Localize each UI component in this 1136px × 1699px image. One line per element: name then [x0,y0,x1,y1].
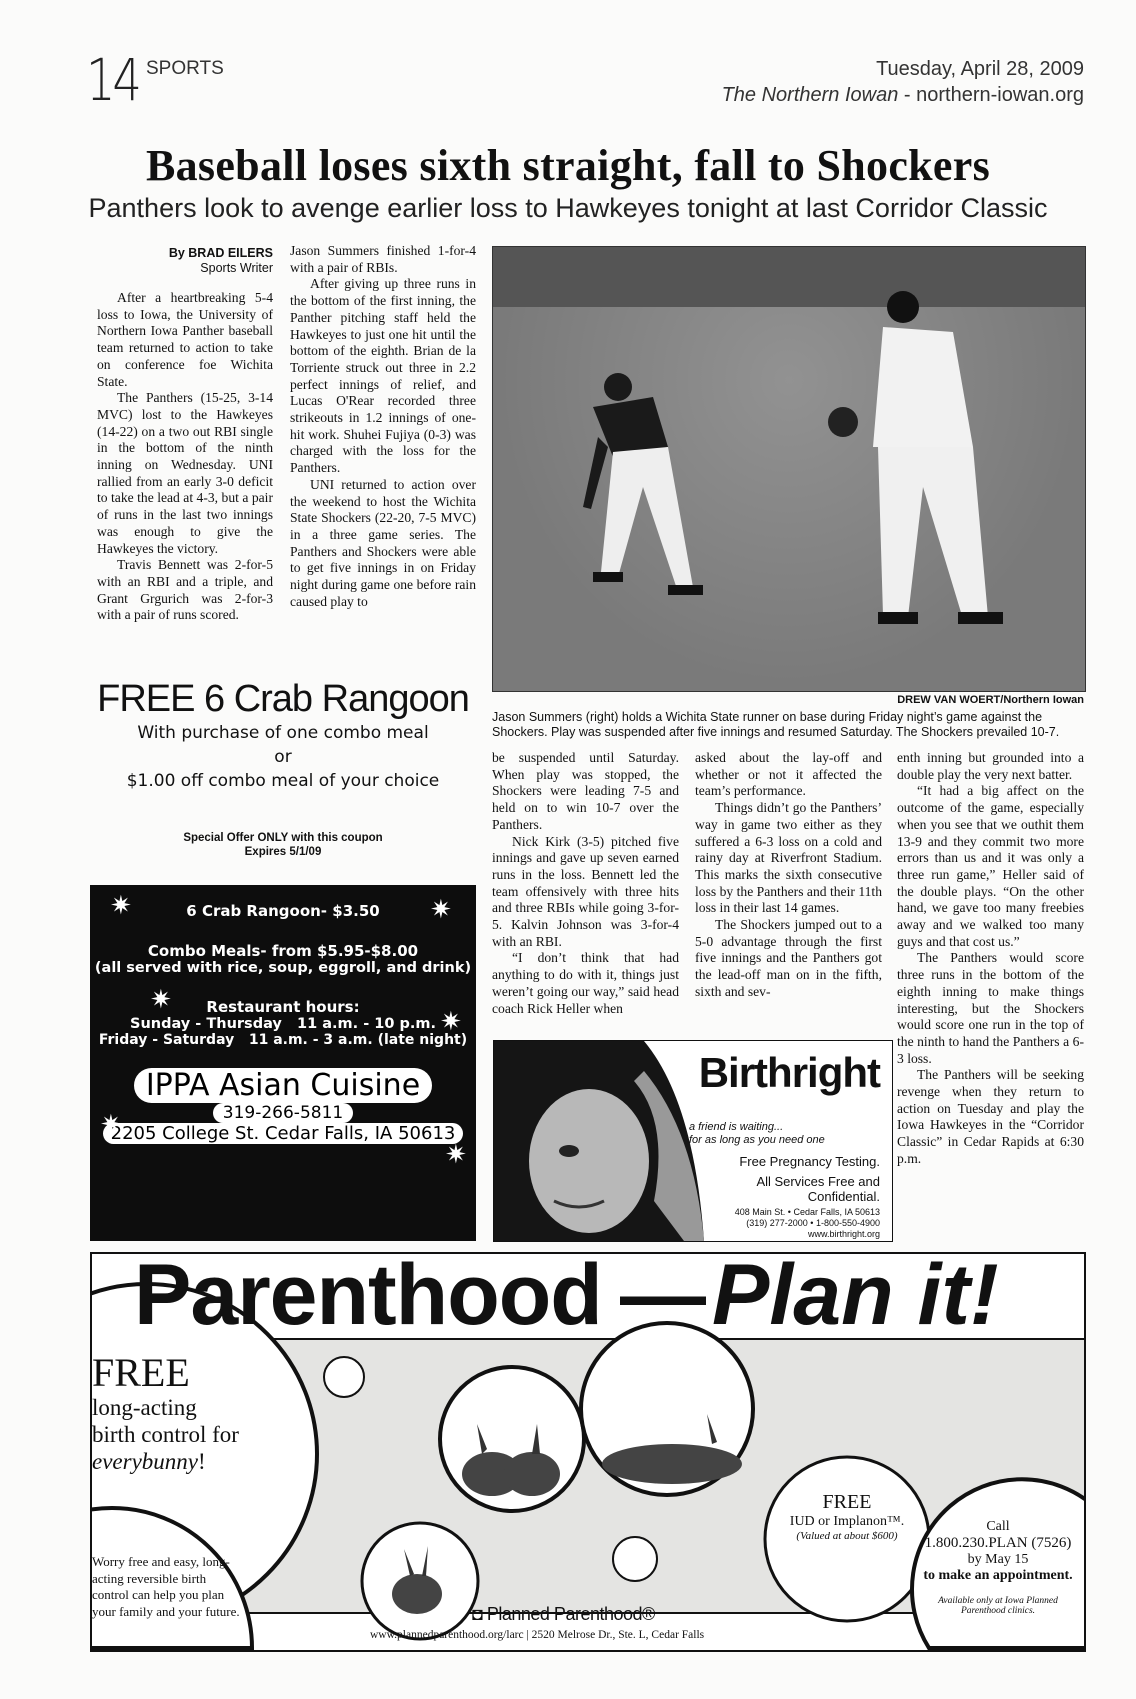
sparkle-icon: ✷ [100,1110,122,1140]
coupon-special: Special Offer ONLY with this coupon [183,832,383,844]
coupon-headline: FREE 6 Crab Rangoon [97,678,469,720]
price-combo-note: (all served with rice, soup, eggroll, and drink) [94,960,472,976]
paragraph: The Shockers jumped out to a 5-0 advantage through the first five innings and the Panthers got the lead-off man on in the fifth, sixth and sev- [695,917,882,999]
free-text-line2: birth control for [92,1422,239,1447]
hours-weekday: Sunday - Thursday 11 a.m. - 10 p.m. [130,1016,436,1032]
section-label: SPORTS [146,58,224,79]
iud-offer [767,1491,927,1542]
sparkle-icon: ✷ [440,1007,462,1037]
headline: Baseball loses sixth straight, fall to Shockers [145,141,991,190]
pp-footer: www.plannedparenthood.org/larc | 2520 Melrose Dr., Ste. L, Cedar Falls [370,1629,705,1641]
coupon-expires: Expires 5/1/09 [244,846,322,858]
photo-caption: Jason Summers (right) holds a Wichita State runner on base during Friday night’s game against the Shockers. Play was suspended after five innings and resumed Saturday. The Shockers prevailed 10-7. [492,710,1060,739]
paragraph: The Panthers will be seeking revenge when they return to action on Tuesday and play the Iowa Hawkeyes in the “Corridor Classic” in Cedar Rapids at 6:30 p.m. [897,1067,1084,1166]
paragraph: Jason Summers finished 1-for-4 with a pair of RBIs. [290,243,476,275]
restaurant-name: IPPA Asian Cuisine [134,1068,432,1103]
birthright-contact [735,1207,880,1240]
call-block [910,1519,1086,1616]
baseball-photo [492,246,1086,692]
coupon-line1: With purchase of one combo meal [137,723,429,743]
free-text-exclamation: ! [198,1449,206,1474]
ad-title-dash: — [620,1252,706,1343]
restaurant-address: 2205 College St. Cedar Falls, IA 50613 [103,1123,464,1144]
birthright-testing: Free Pregnancy Testing. [739,1154,880,1169]
paragraph: After giving up three runs in the bottom of the first inning, the Panther pitching staff held the Hawkeyes to just one hit until the bottom of the eighth. Brian de la Torriente struck out three in 2.2 perfect innings of relief, and Lucas O'Rear recorded three strikeouts in 1.2 innings of one-hit work. Shuhei Fujiya (0-3) was charged with the loss for the Panthers. [290,276,476,476]
birthright-services: All Services Free and Confidential. [756,1174,880,1204]
birthright-tagline [689,1121,825,1147]
restaurant-phone: 319-266-5811 [213,1103,353,1123]
iud-value: (Valued at about $600) [796,1530,898,1542]
deadline: by May 15 [967,1552,1029,1567]
page-number: 14 [86,46,139,114]
iud-text: IUD or Implanon™. [789,1514,905,1529]
photo-illustration [493,247,1085,691]
coupon-line2: $1.00 off combo meal of your choice [126,771,440,791]
ad-free-text [92,1394,239,1475]
planned-parenthood-ad [90,1252,1086,1652]
author-role: Sports Writer [200,261,273,275]
birthright-ad [493,1040,893,1242]
ippa-coupon-ad [90,643,476,1241]
price-combo: Combo Meals- from $5.95-$8.00 [147,942,419,960]
article-column-3 [492,750,679,1017]
ad-free-heading: FREE [92,1350,190,1395]
free-text-line1: long-acting [92,1395,197,1420]
free-text-everybunny: everybunny [92,1449,198,1474]
subheadline: Panthers look to avenge earlier loss to Hawkeyes tonight at last Corridor Classic [88,193,1048,223]
paragraph: Nick Kirk (3-5) pitched five innings and gave up seven earned runs in the loss. Bennett led the team offensively with three hits and three RBIs while going 3-for-5. Kalvin Johnson was 3-for-4 with an RBI. [492,833,679,949]
sparkle-icon: ✷ [150,985,172,1015]
paragraph: be suspended until Saturday. When play was stopped, the Shockers were leading 7-5 and held on to win 10-7 over the Panthers. [492,750,679,832]
woman-photo [494,1041,714,1241]
paragraph: The Panthers would score three runs in the bottom of the eighth inning to make things interesting, but the Shockers would score one run in the top of the ninth to hand the Panthers a 6-3 loss. [897,950,1084,1066]
author: By BRAD EILERS [168,246,273,260]
tagline-2: for as long as you need one [689,1134,825,1146]
paragraph: enth inning but grounded into a double play the very next batter. [897,750,1084,782]
paragraph: asked about the lay-off and whether or not it affected the team’s performance. [695,750,882,799]
sparkle-icon: ✷ [430,895,452,925]
sparkle-icon: ✷ [445,1140,467,1170]
birthright-url[interactable]: www.birthright.org [807,1229,880,1239]
appointment-text: to make an appointment. [923,1568,1073,1583]
ad-title-parenthood: Parenthood [134,1252,602,1343]
article-column-5 [897,750,1084,1168]
paragraph: “It had a big affect on the outcome of the game, especially when you see that we outhit them 13-9 and they commit two more errors than us and it was only a three run game,” Heller said of the double plays. “On the other hand, we gave too many freebies away and we walked too many guys and that cost us.” [897,783,1084,949]
coupon-or: or [274,747,292,767]
iud-free: FREE [822,1491,872,1513]
ad-title-plan-it: Plan it! [712,1252,999,1343]
birthright-address: 408 Main St. • Cedar Falls, IA 50613 [734,1207,880,1217]
article-column-2 [290,243,476,610]
paragraph: The Panthers (15-25, 3-14 MVC) lost to the Hawkeyes (14-22) on a two out RBI single in the bottom of the ninth inning on Wednesday. UNI rallied from an early 3-0 deficit to take the lead at 4-3, but a pair of runs in the last two innings was enough to give the Hawkeyes the victory. [97,390,273,556]
photo-credit: DREW VAN WOERT/Northern Iowan [897,694,1084,706]
byline [97,246,273,276]
ad-worry-text: Worry free and easy, long-acting reversible birth control can help you plan your family and your future. [92,1554,240,1619]
sparkle-icon: ✷ [110,891,132,921]
paragraph: Things didn’t go the Panthers’ way in game two either as they suffered a 6-3 loss on a cold and rainy day at Riverfront Stadium. This marks the sixth consecutive loss by the Panthers and their 11th loss in their last 14 games. [695,800,882,916]
coupon-menu-box [90,885,476,1241]
birthright-logo: Birthright [698,1049,880,1096]
publication-site: northern-iowan.org [916,84,1084,106]
article-column-4 [695,750,882,1001]
pp-logo-icon: ◘ [472,1604,487,1624]
publication-name: The Northern Iowan [721,84,899,106]
price-rangoon: 6 Crab Rangoon- $3.50 [186,902,380,920]
coupon-top [90,643,476,883]
publication-line: The Northern Iowan - northern-iowan.org [721,84,1084,106]
call-label: Call [986,1519,1010,1534]
paragraph: After a heartbreaking 5-4 loss to Iowa, the University of Northern Iowa Panther baseball team returned to action to take on conference foe Wichita State. [97,290,273,389]
issue-date: Tuesday, April 28, 2009 [876,58,1084,80]
birthright-phones: (319) 277-2000 • 1-800-550-4900 [746,1218,880,1228]
planned-parenthood-logo [472,1604,655,1625]
availability-note: Available only at Iowa Planned Parenthood clinics. [938,1596,1058,1616]
hours-weekend: Friday - Saturday 11 a.m. - 3 a.m. (late night) [98,1032,468,1048]
hours-title: Restaurant hours: [206,998,360,1016]
tagline-1: a friend is waiting... [689,1121,784,1133]
article-column-1 [97,246,273,624]
pp-brand: Planned Parenthood® [486,1604,655,1624]
paragraph: Travis Bennett was 2-for-5 with an RBI and a triple, and Grant Grgurich was 2-for-3 with a pair of runs scored. [97,557,273,623]
paragraph: UNI returned to action over the weekend to host the Wichita State Shockers (22-20, 7-5 MVC) in a three game series. The Panthers and Shockers were able to get five innings in on Friday night during game one before rain caused play to [290,476,476,609]
pp-phone[interactable]: 1.800.230.PLAN (7526) [924,1535,1072,1551]
paragraph: “I don’t think that had anything to do with it, things just weren’t going our way,” said head coach Rick Heller when [492,950,679,1016]
